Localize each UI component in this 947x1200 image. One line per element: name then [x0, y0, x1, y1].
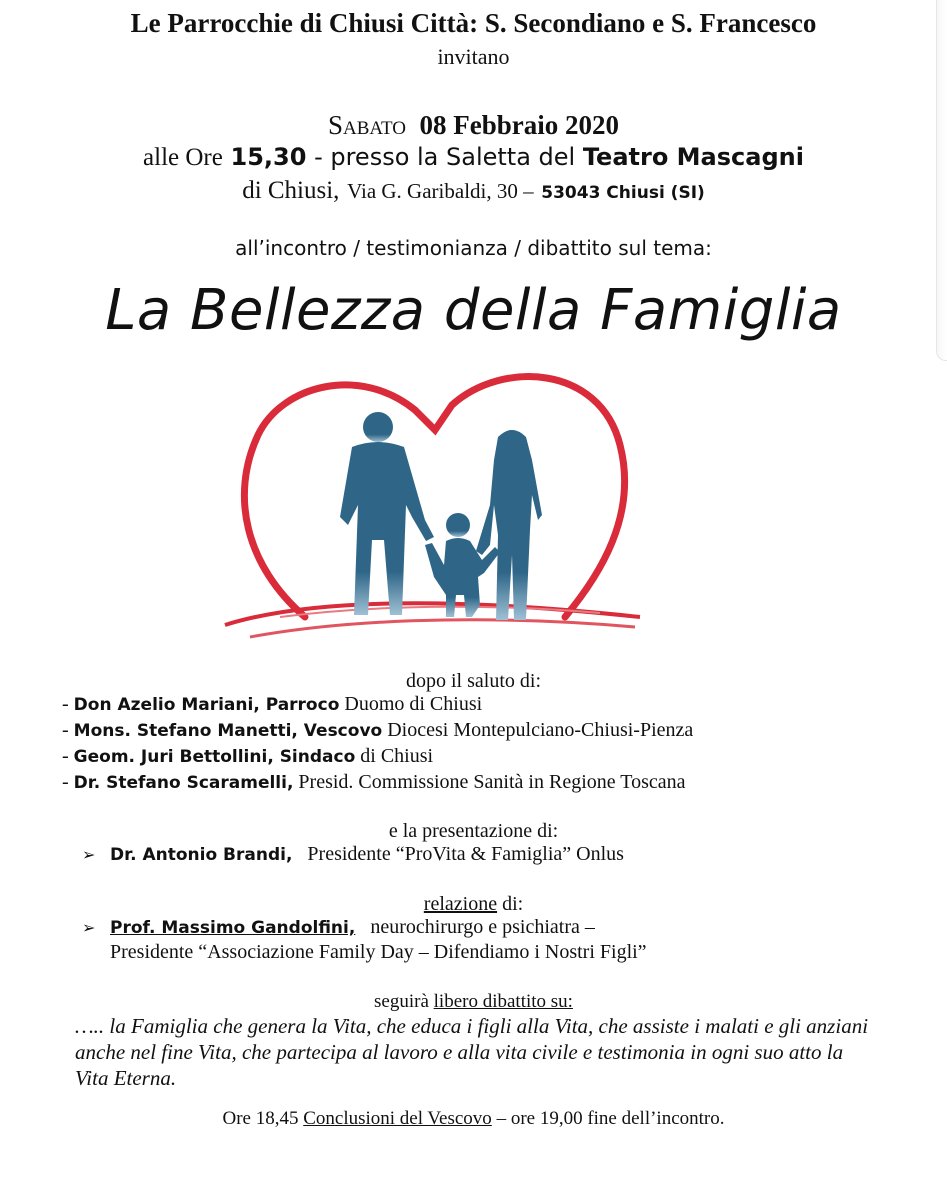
organizers-heading: Le Parrocchie di Chiusi Città: S. Secondiano e S. Francesco	[130, 8, 817, 38]
bishop-conclusions: Conclusioni del Vescovo	[303, 1108, 492, 1129]
event-venue: Teatro Mascagni	[582, 143, 804, 171]
speaker-role: Duomo di Chiusi	[344, 693, 483, 715]
speaker-name: Mons. Stefano Manetti, Vescovo	[73, 721, 383, 741]
family-heart-icon	[220, 355, 650, 645]
closing-line: Ore 18,45 Conclusioni del Vescovo – ore 19,00 fine dell’incontro.	[222, 1108, 725, 1129]
speaker-role: Diocesi Montepulciano-Chiusi-Pienza	[387, 719, 694, 741]
event-date	[0, 110, 947, 141]
presenter-role: Presidente “ProVita & Famiglia” Onlus	[307, 843, 624, 865]
arrow-bullet-icon: ➢	[82, 918, 96, 937]
presentation-label: e la presentazione di:	[388, 820, 559, 842]
speaker-line: - Mons. Stefano Manetti, Vescovo Diocesi Montepulciano-Chiusi-Pienza	[62, 719, 694, 741]
event-time: 15,30	[230, 143, 307, 171]
speaker-name: Don Azelio Mariani, Parroco	[73, 695, 340, 715]
speaker-line: - Dr. Stefano Scaramelli, Presid. Commissione Sanità in Regione Toscana	[62, 771, 686, 793]
mother-body	[476, 430, 542, 620]
topic-intro: all’incontro / testimonianza / dibattito sul tema:	[235, 236, 712, 260]
arrow-bullet-icon: ➢	[82, 845, 96, 864]
father-head	[363, 412, 393, 442]
heart-outline	[244, 377, 624, 617]
main-title: La Bellezza della Famiglia	[105, 278, 842, 343]
event-day: Sabato	[327, 110, 406, 140]
child-head	[446, 513, 470, 537]
father-body	[340, 442, 434, 615]
event-address: di Chiusi, Via G. Garibaldi, 30 – 53043 Chiusi (SI)	[242, 177, 705, 204]
speaker-name: Geom. Juri Bettollini, Sindaco	[73, 747, 356, 767]
event-date-value: 08 Febbraio 2020	[419, 110, 619, 140]
debate-paragraph: ….. la Famiglia che genera la Vita, che educa i figli alla Vita, che assiste i malati e gli anziani anche nel fine Vita, che partecipa al lavoro e alla vita civile e testimonia in ogni suo atto la Vita Eterna.	[75, 1014, 869, 1090]
rapporteur-name: Prof. Massimo Gandolfini,	[110, 918, 356, 938]
speaker-line: - Geom. Juri Bettollini, Sindaco di Chiusi	[62, 745, 434, 767]
speaker-role: Presid. Commissione Sanità in Regione Toscana	[298, 771, 686, 793]
debate-label: seguirà libero dibattito su:	[374, 991, 573, 1012]
rapporteur-role-2: Presidente “Associazione Family Day – Difendiamo i Nostri Figli”	[110, 941, 647, 963]
invite-text: invitano	[437, 44, 510, 69]
rapporteur-role: neurochirurgo e psichiatra –	[370, 916, 595, 938]
event-time-line: alle Ore 15,30 - presso la Saletta del Teatro Mascagni	[143, 143, 804, 171]
rapporteur-line	[82, 916, 595, 939]
speaker-name: Dr. Stefano Scaramelli,	[73, 773, 294, 793]
ground-swoosh-2	[250, 620, 635, 637]
report-label: relazione di:	[423, 893, 524, 915]
presenter-line	[82, 843, 624, 866]
speaker-line: - Don Azelio Mariani, Parroco Duomo di Chiusi	[62, 693, 483, 715]
speaker-role: di Chiusi	[360, 745, 434, 767]
presenter-name: Dr. Antonio Brandi,	[110, 845, 293, 865]
greeting-label: dopo il saluto di:	[406, 670, 541, 692]
